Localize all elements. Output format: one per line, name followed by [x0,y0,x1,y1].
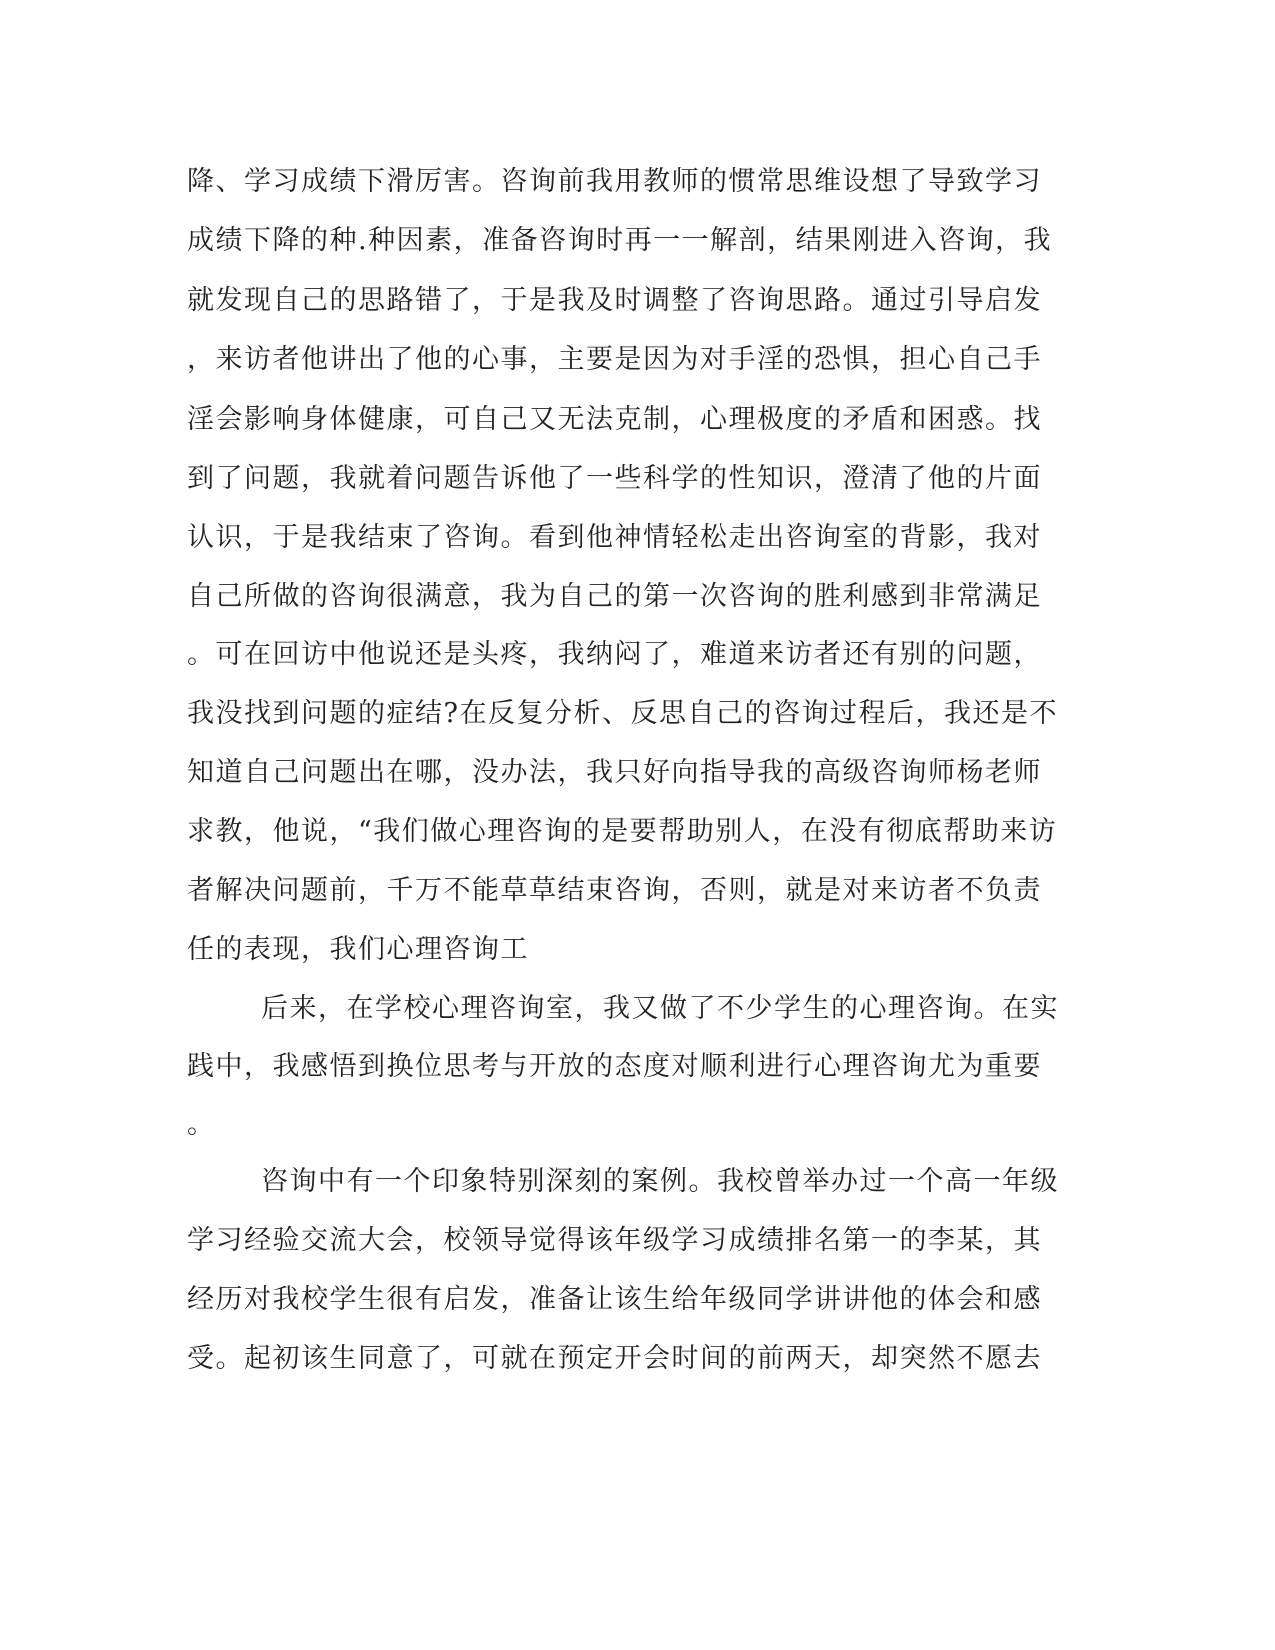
text-line: 学习经验交流大会，校领导觉得该年级学习成绩排名第一的李某，其 [187,1225,1042,1256]
text-line: 经历对我校学生很有启发，准备让该生给年级同学讲讲他的体会和感 [187,1284,1042,1315]
text-line: 受。起初该生同意了，可就在预定开会时间的前两天，却突然不愿去 [187,1343,1042,1374]
text-line: ，来访者他讲出了他的心事，主要是因为对手淫的恐惧，担心自己手 [187,344,1042,375]
text-line: 我没找到问题的症结?在反复分析、反思自己的咨询过程后，我还是不 [187,698,1058,729]
text-line: 到了问题，我就着问题告诉他了一些科学的性知识，澄清了他的片面 [187,463,1042,494]
text-line: 者解决问题前，千万不能草草结束咨询，否则，就是对来访者不负责 [187,875,1042,906]
text-line: 。可在回访中他说还是头疼，我纳闷了，难道来访者还有别的问题， [187,639,1042,670]
text-line: 降、学习成绩下滑厉害。咨询前我用教师的惯常思维设想了导致学习 [187,166,1042,197]
text-line: 。 [187,1109,216,1140]
paragraph-first-line: 后来，在学校心理咨询室，我又做了不少学生的心理咨询。在实 [261,993,1059,1024]
text-line: 任的表现，我们心理咨询工 [187,934,529,965]
text-line: 认识，于是我结束了咨询。看到他神情轻松走出咨询室的背影，我对 [187,522,1042,553]
text-line: 就发现自己的思路错了，于是我及时调整了咨询思路。通过引导启发 [187,285,1042,316]
text-line: 知道自己问题出在哪，没办法，我只好向指导我的高级咨询师杨老师 [187,757,1042,788]
text-line: 自己所做的咨询很满意，我为自己的第一次咨询的胜利感到非常满足 [187,581,1042,612]
text-line: 求教，他说，“我们做心理咨询的是要帮助别人，在没有彻底帮助来访 [187,816,1058,847]
text-line: 淫会影响身体健康，可自己又无法克制，心理极度的矛盾和困惑。找 [187,404,1042,435]
text-line: 成绩下降的种.种因素，准备咨询时再一一解剖，结果刚进入咨询，我 [187,225,1053,256]
paragraph-first-line: 咨询中有一个印象特别深刻的案例。我校曾举办过一个高一年级 [261,1166,1059,1197]
text-line: 践中，我感悟到换位思考与开放的态度对顺利进行心理咨询尤为重要 [187,1051,1042,1082]
